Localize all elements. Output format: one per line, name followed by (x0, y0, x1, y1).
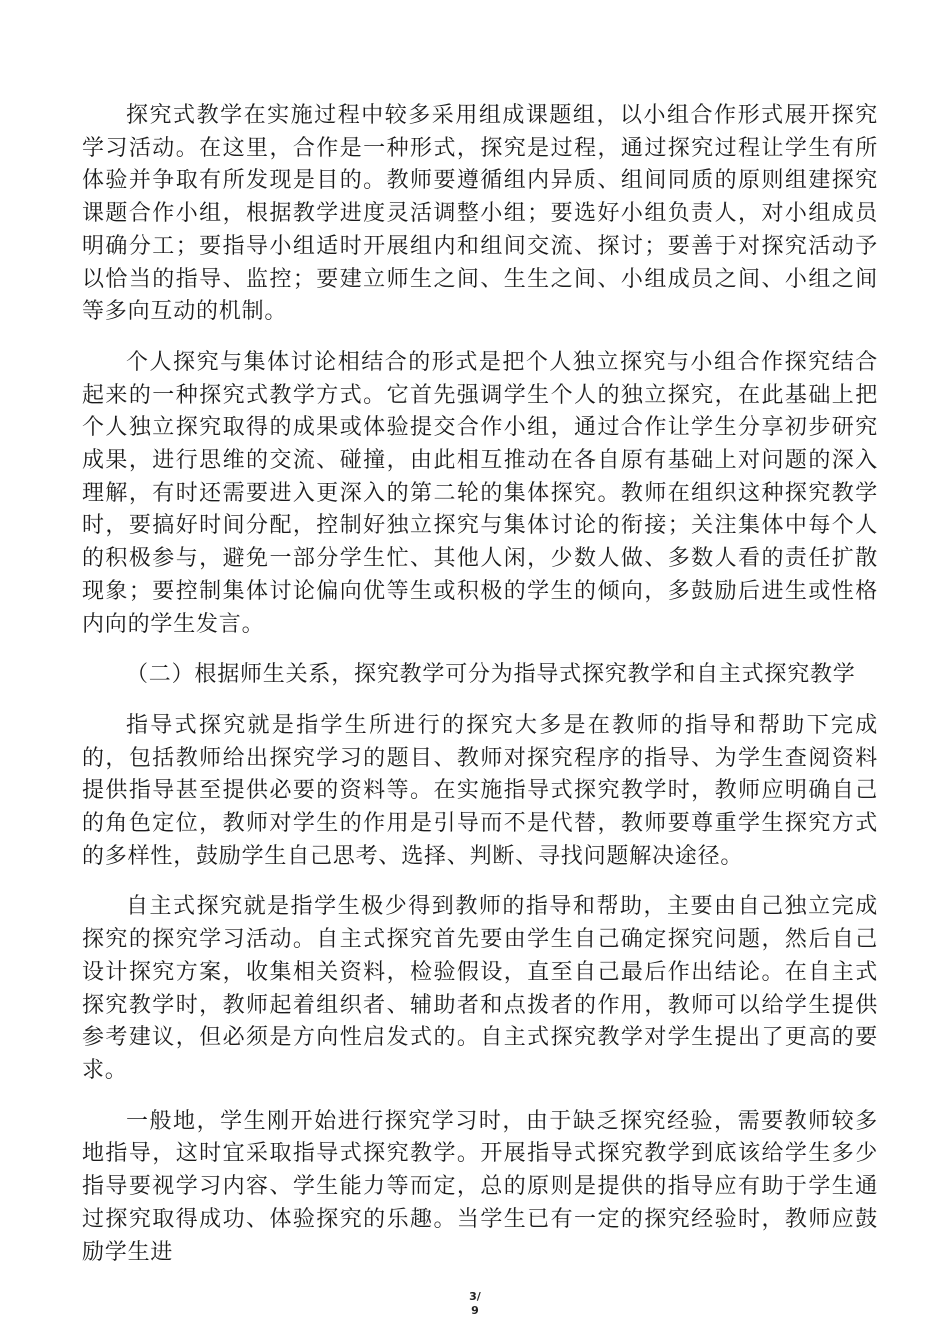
page-number (0, 1290, 950, 1318)
paragraph-group-inquiry: 探究式教学在实施过程中较多采用组成课题组，以小组合作形式展开探究学习活动。在这里，合作是一种形式，探究是过程，通过探究过程让学生有所体验并争取有所发现是目的。教师要遵循组内异质、组间同质的原则组建探究课题合作小组，根据教学进度灵活调整小组；要选好小组负责人，对小组成员明确分工；要指导小组适时开展组内和组间交流、探讨；要善于对探究活动予以恰当的指导、监控；要建立师生之间、生生之间、小组成员之间、小组之间等多向互动的机制。 (82, 103, 878, 325)
page-number-total: 9 (471, 1304, 479, 1317)
document-body (82, 100, 878, 1287)
paragraph-individual-collective: 个人探究与集体讨论相结合的形式是把个人独立探究与小组合作探究结合起来的一种探究式教学方式。它首先强调学生个人的独立探究，在此基础上把个人独立探究取得的成果或体验提交合作小组，通过合作让学生分享初步研究成果，进行思维的交流、碰撞，由此相互推动在各自原有基础上对问题的深入理解，有时还需要进入更深入的第二轮的集体探究。教师在组织这种探究教学时，要搞好时间分配，控制好独立探究与集体讨论的衔接；关注集体中每个人的积极参与，避免一部分学生忙、其他人闲，少数人做、多数人看的责任扩散现象；要控制集体讨论偏向优等生或积极的学生的倾向，多鼓励后进生或性格内向的学生发言。 (82, 349, 878, 637)
paragraph-autonomous-inquiry: 自主式探究就是指学生极少得到教师的指导和帮助，主要由自己独立完成探究的探究学习活动。自主式探究首先要由学生自己确定探究问题，然后自己设计探究方案，收集相关资料，检验假设，直至自己最后作出结论。在自主式探究教学时，教师起着组织者、辅助者和点拨者的作用，教师可以给学生提供参考建议，但必须是方向性启发式的。自主式探究教学对学生提出了更高的要求。 (82, 894, 878, 1083)
page-number-current: 3/ (469, 1290, 481, 1303)
paragraph-guided-inquiry: 指导式探究就是指学生所进行的探究大多是在教师的指导和帮助下完成的，包括教师给出探究学习的题目、教师对探究程序的指导、为学生查阅资料提供指导甚至提供必要的资料等。在实施指导式探究教学时，教师应明确自己的角色定位，教师对学生的作用是引导而不是代替，教师要尊重学生探究方式的多样性，鼓励学生自己思考、选择、判断、寻找问题解决途径。 (82, 712, 878, 869)
paragraph-general: 一般地，学生刚开始进行探究学习时，由于缺乏探究经验，需要教师较多地指导，这时宜采取指导式探究教学。开展指导式探究教学到底该给学生多少指导要视学习内容、学生能力等而定，总的原则是提供的指导应有助于学生通过探究取得成功、体验探究的乐趣。当学生已有一定的探究经验时，教师应鼓励学生进 (82, 1108, 878, 1265)
section-heading: （二）根据师生关系，探究教学可分为指导式探究教学和自主式探究教学 (126, 662, 856, 688)
